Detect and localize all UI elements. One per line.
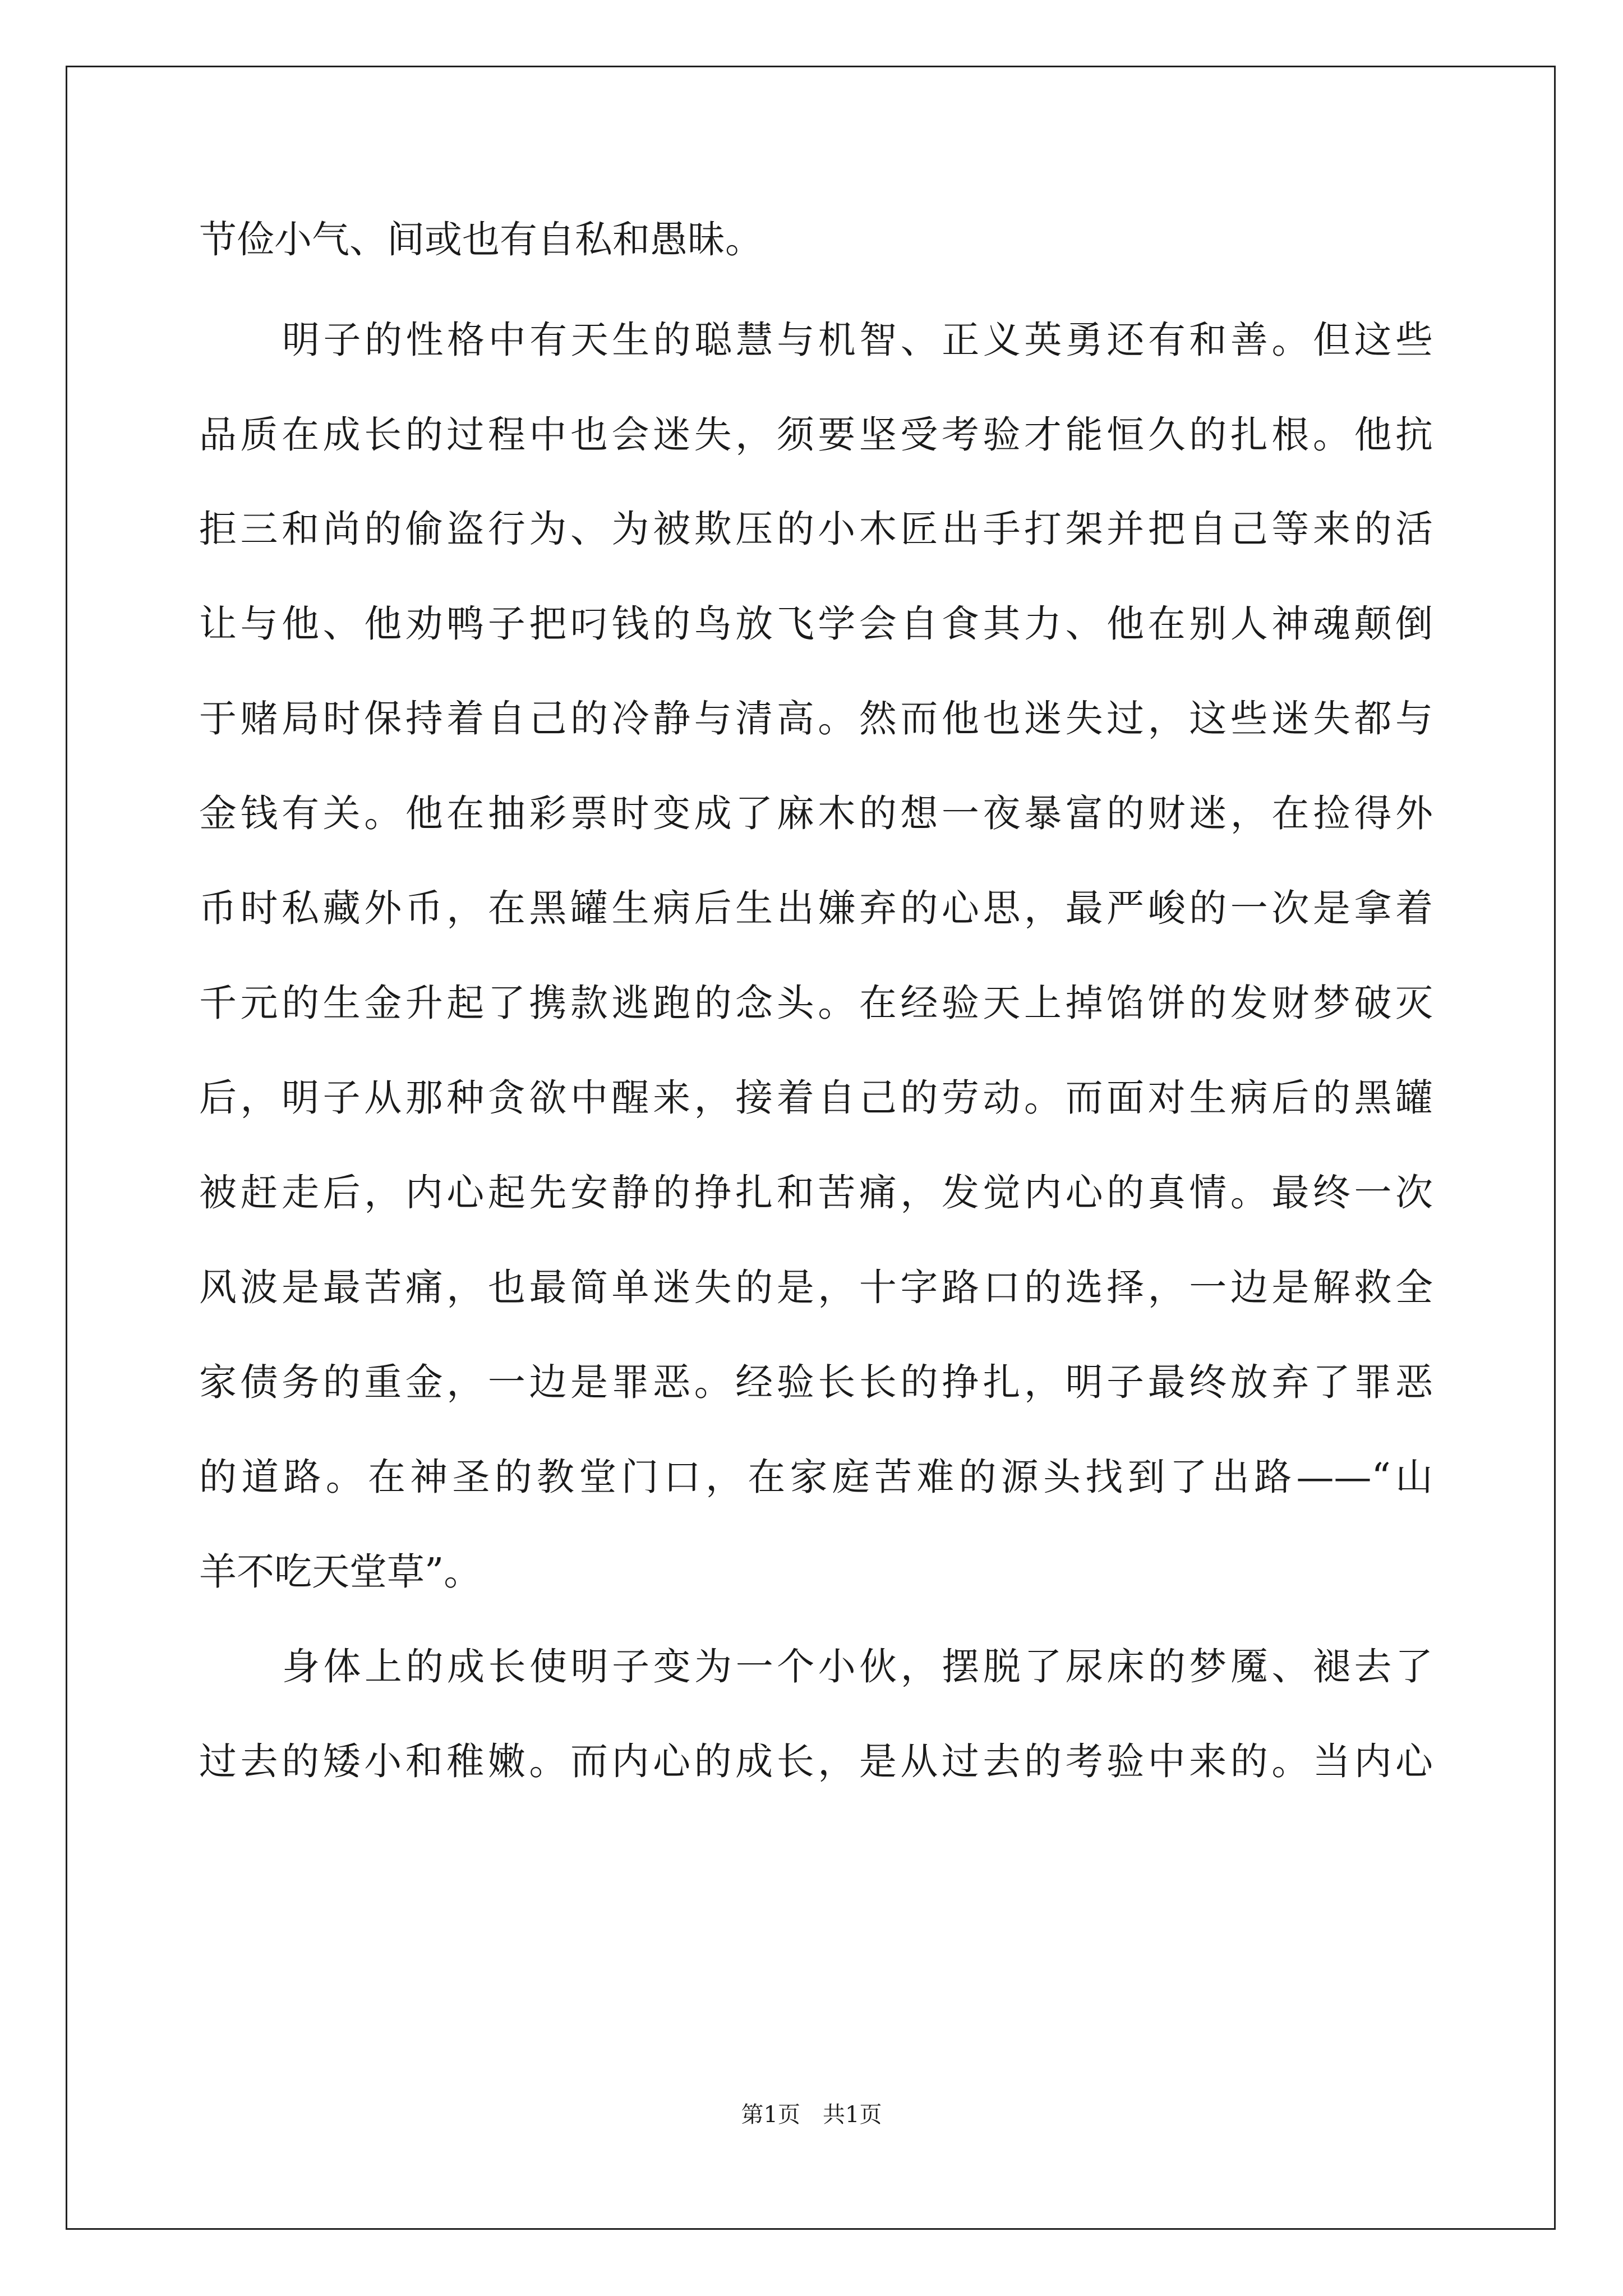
page-number-footer: 第1页 共1页 bbox=[741, 2102, 882, 2128]
text-line: 家债务的重金，一边是罪恶。经验长长的挣扎，明子最终放弃了罪恶 bbox=[199, 1360, 1433, 1404]
text-line: 品质在成长的过程中也会迷失，须要坚受考验才能恒久的扎根。他抗 bbox=[199, 413, 1433, 457]
paragraph-first-line: 身体上的成长使明子变为一个小伙，摆脱了尿床的梦魇、褪去了 bbox=[282, 1645, 1433, 1688]
text-line: 让与他、他劝鸭子把叼钱的鸟放飞学会自食其力、他在别人神魂颠倒 bbox=[199, 602, 1433, 646]
page-border bbox=[66, 66, 1556, 2230]
text-line: 金钱有关。他在抽彩票时变成了麻木的想一夜暴富的财迷，在捡得外 bbox=[199, 792, 1433, 835]
text-line: 千元的生金升起了携款逃跑的念头。在经验天上掉馅饼的发财梦破灭 bbox=[199, 981, 1433, 1025]
text-line: 的道路。在神圣的教堂门口，在家庭苦难的源头找到了出路——“山 bbox=[199, 1455, 1433, 1499]
paragraph-first-line: 明子的性格中有天生的聪慧与机智、正义英勇还有和善。但这些 bbox=[282, 318, 1433, 362]
text-line: 过去的矮小和稚嫩。而内心的成长，是从过去的考验中来的。当内心 bbox=[199, 1740, 1433, 1783]
text-line: 拒三和尚的偷盗行为、为被欺压的小木匠出手打架并把自己等来的活 bbox=[199, 507, 1433, 551]
text-line: 后，明子从那种贪欲中醒来，接着自己的劳动。而面对生病后的黑罐 bbox=[199, 1076, 1433, 1120]
text-line: 羊不吃天堂草”。 bbox=[199, 1550, 482, 1594]
text-line: 于赌局时保持着自己的冷静与清高。然而他也迷失过，这些迷失都与 bbox=[199, 697, 1433, 740]
text-line: 节俭小气、间或也有自私和愚昧。 bbox=[199, 218, 763, 261]
text-line: 风波是最苦痛，也最简单迷失的是，十字路口的选择，一边是解救全 bbox=[199, 1266, 1433, 1309]
text-line: 被赶走后，内心起先安静的挣扎和苦痛，发觉内心的真情。最终一次 bbox=[199, 1171, 1433, 1214]
text-line: 币时私藏外币，在黑罐生病后生出嫌弃的心思，最严峻的一次是拿着 bbox=[199, 886, 1433, 930]
